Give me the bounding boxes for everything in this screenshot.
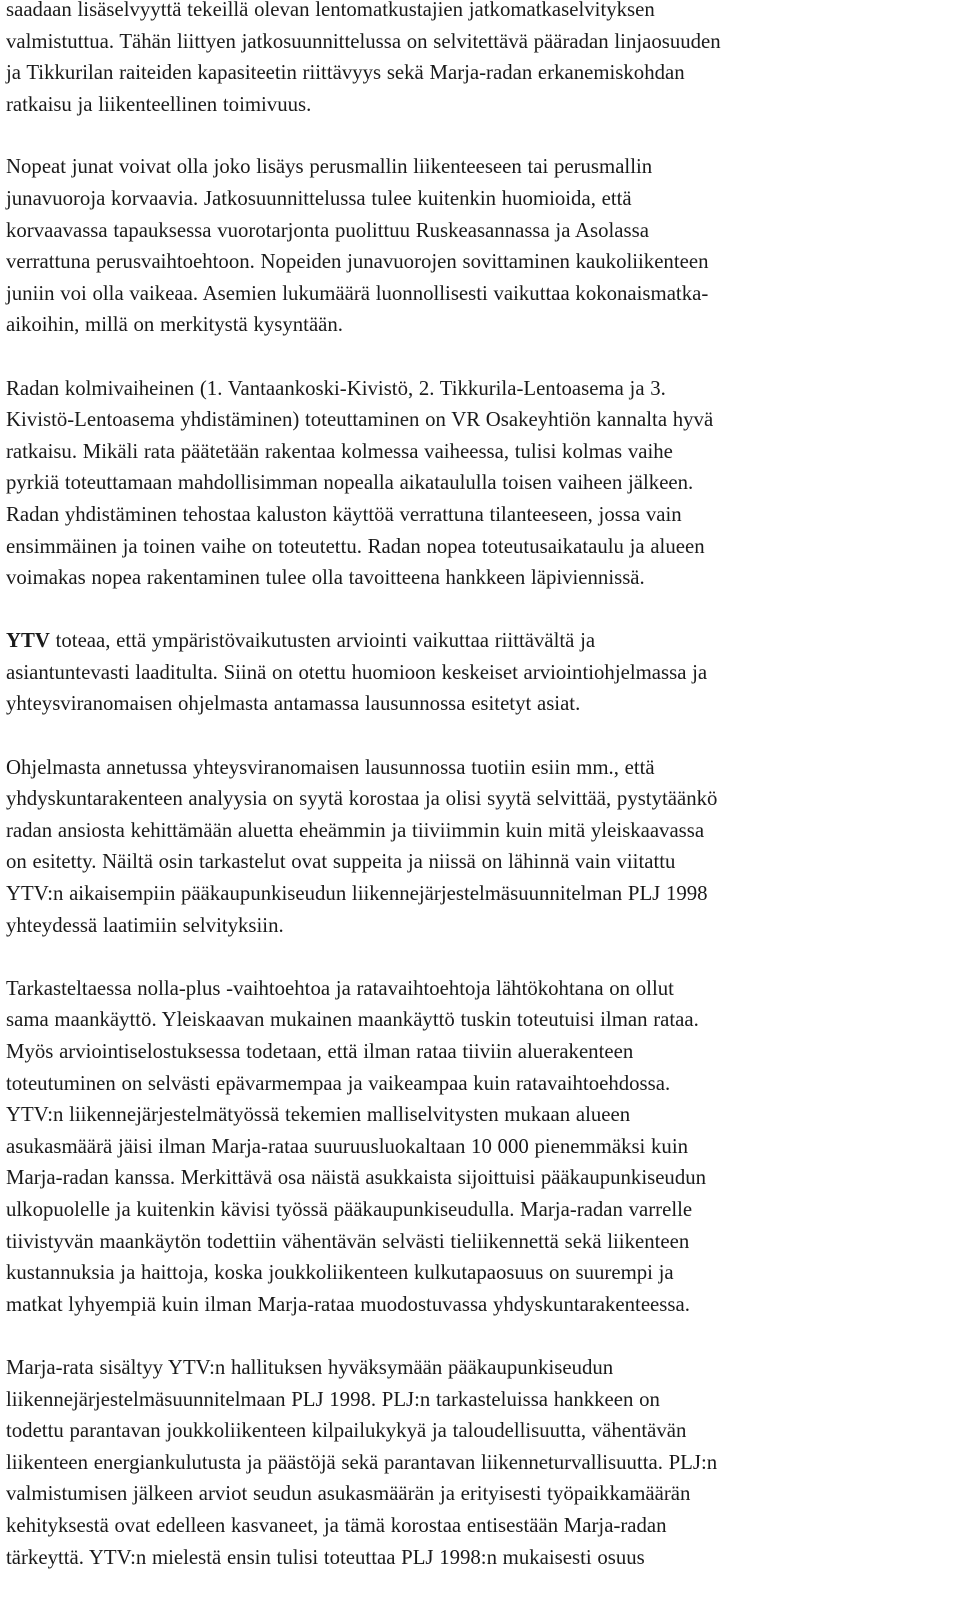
organization-name: YTV [6,629,50,653]
paragraph-authority-statement: Ohjelmasta annetussa yhteysviranomaisen lausunnossa tuotiin esiin mm., että yhdyskuntarakenteen analyysia on syytä korostaa ja olisi syytä selvittää, pystytäänkö radan ansiosta kehittämään aluetta eheämmin ja tiiviimmin kuin mitä yleiskaavassa on esitetty. Näiltä osin tarkastelut ovat suppeita ja niissä on lähinnä vain viitattu YTV:n aikaisempiin pääkaupunkiseudun liikennejärjestelmäsuunnitelman PLJ 1998 yhteydessä laatimiin selvityksiin. [6,755,718,937]
paragraph-fast-trains: Nopeat junat voivat olla joko lisäys perusmallin liikenteeseen tai perusmallin junavuoroja korvaavia. Jatkosuunnittelussa tulee kuitenkin huomioida, että korvaavassa tapauksessa vuorotarjonta puolittuu Ruskeasannassa ja Asolassa verrattuna perusvaihtoehtoon. Nopeiden junavuorojen sovittaminen kaukoliikenteen juniin voi olla vaikeaa. Asemien lukumäärä luonnollisesti vaikuttaa kokonaismatka- aikoihin, millä on merkitystä kysyntään. [6,155,709,337]
paragraph-ytv-assessment-text: toteaa, että ympäristövaikutusten arviointi vaikuttaa riittävältä ja asiantuntevasti laaditulta. Siinä on otettu huomioon keskeiset arviointiohjelmassa ja yhteysviranomaisen ohjelmasta antamassa lausunnossa esitetyt asiat. [6,629,708,716]
paragraph-three-phase: Radan kolmivaiheinen (1. Vantaankoski-Kivistö, 2. Tikkurila-Lentoasema ja 3. Kivistö-Lentoasema yhdistäminen) toteuttaminen on VR Osakeyhtiön kannalta hyvä ratkaisu. Mikäli rata päätetään rakentaa kolmessa vaiheessa, tulisi kolmas vaihe pyrkiä toteuttamaan mahdollisimman nopealla aikataululla toisen vaiheen jälkeen. Radan yhdistäminen tehostaa kaluston käyttöä verrattuna tilanteeseen, jossa vain ensimmäinen ja toinen vaihe on toteutettu. Radan nopea toteutusaikataulu ja alueen voimakas nopea rakentaminen tulee olla tavoitteena hankkeen läpiviennissä. [6,376,714,590]
paragraph-rail-capacity: saadaan lisäselvyyttä tekeillä olevan lentomatkustajien jatkomatkaselvityksen valmistuttua. Tähän liittyen jatkosuunnittelussa on selvitettävä pääradan linjaosuuden ja Tikkurilan raiteiden kapasiteetin riittävyys sekä Marja-radan erkanemiskohdan ratkaisu ja liikenteellinen toimivuus. [6,0,721,116]
document-page [6,0,946,1605]
paragraph-plj-1998: Marja-rata sisältyy YTV:n hallituksen hyväksymään pääkaupunkiseudun liikennejärjestelmäsuunnitelmaan PLJ 1998. PLJ:n tarkasteluissa hankkeen on todettu parantavan joukkoliikenteen kilpailukykyä ja taloudellisuutta, vähentävän liikenteen energiankulutusta ja päästöjä sekä parantavan liikenneturvallisuutta. PLJ:n valmistumisen jälkeen arviot seudun asukasmäärän ja erityisesti työpaikkamäärän kehityksestä ovat edelleen kasvaneet, ja tämä korostaa entisestään Marja-radan tärkeyttä. YTV:n mielestä ensin tulisi toteuttaa PLJ 1998:n mukaisesti osuus [6,1355,718,1569]
paragraph-ytv-assessment [6,625,946,720]
paragraph-land-use: Tarkasteltaessa nolla-plus -vaihtoehtoa ja ratavaihtoehtoja lähtökohtana on ollut sama maankäyttö. Yleiskaavan mukainen maankäyttö tuskin toteutuisi ilman rataa. Myös arviointiselostuksessa todetaan, että ilman rataa tiiviin aluerakenteen toteutuminen on selvästi epävarmempaa ja vaikeampaa kuin ratavaihtoehdossa. YTV:n liikennejärjestelmätyössä tekemien malliselvitysten mukaan alueen asukasmäärä jäisi ilman Marja-rataa suuruusluokaltaan 10 000 pienemmäksi kuin Marja-radan kanssa. Merkittävä osa näistä asukkaista sijoittuisi pääkaupunkiseudun ulkopuolelle ja kuitenkin kävisi työssä pääkaupunkiseudulla. Marja-radan varrelle tiivistyvän maankäytön todettiin vähentävän selvästi tieliikennettä sekä liikenteen kustannuksia ja haittoja, koska joukkoliikenteen kulkutapaosuus on suurempi ja matkat lyhyempiä kuin ilman Marja-rataa muodostuvassa yhdyskuntarakenteessa. [6,976,707,1316]
